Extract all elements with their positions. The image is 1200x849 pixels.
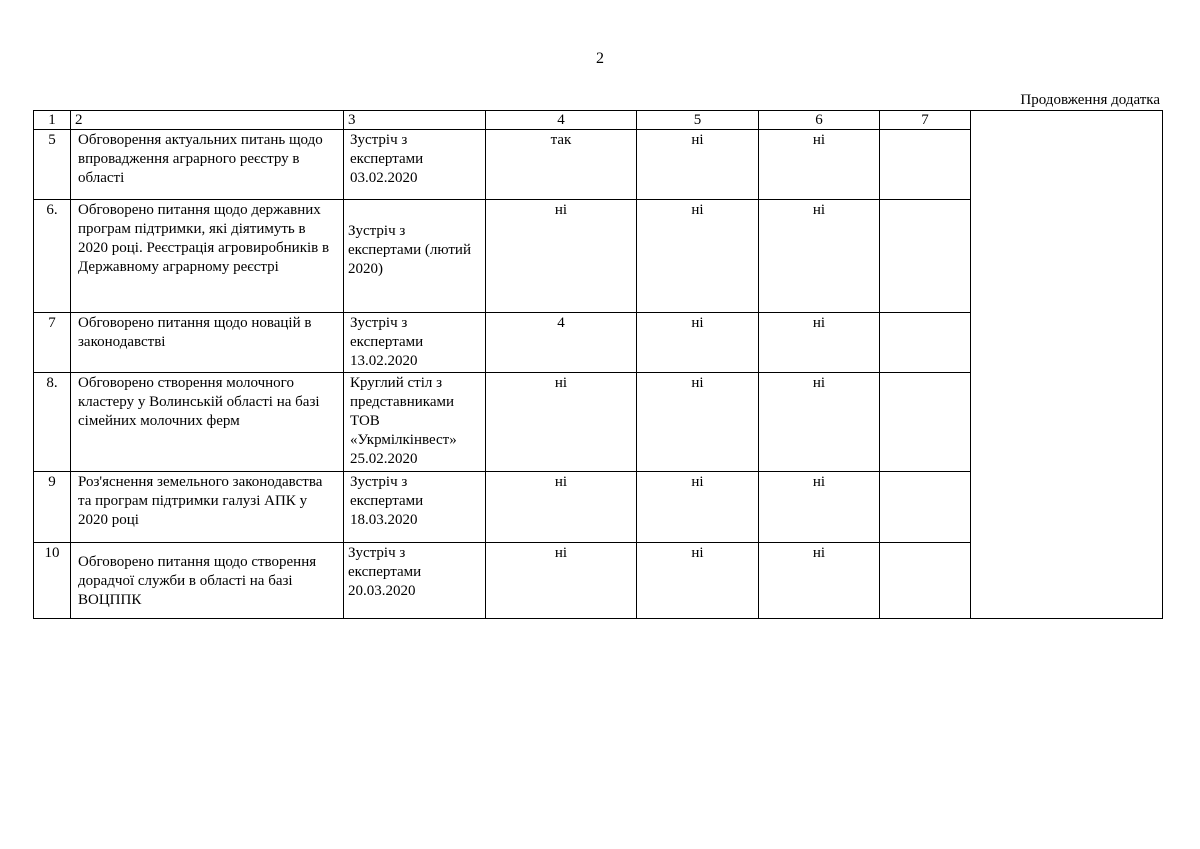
row-event: Зустріч з експертами 03.02.2020 <box>344 130 486 200</box>
row-col7 <box>880 373 971 472</box>
header-cell-7: 7 <box>880 111 971 130</box>
row-number: 8. <box>34 373 71 472</box>
row-number: 6. <box>34 200 71 313</box>
row-col7 <box>880 543 971 619</box>
row-number: 7 <box>34 313 71 373</box>
row-col5: ні <box>637 313 759 373</box>
row-col6: ні <box>759 373 880 472</box>
row-description: Обговорено питання щодо новацій в законодавстві <box>71 313 344 373</box>
header-cell-4: 4 <box>486 111 637 130</box>
row-description: Роз'яснення земельного законодавства та програм підтримки галузі АПК у 2020 році <box>71 472 344 543</box>
row-col5: ні <box>637 472 759 543</box>
row-number: 10 <box>34 543 71 619</box>
blank-column <box>971 111 1163 619</box>
row-col5: ні <box>637 373 759 472</box>
row-event: Круглий стіл з представниками ТОВ «Укрмілкінвест» 25.02.2020 <box>344 373 486 472</box>
row-event: Зустріч з експертами 20.03.2020 <box>344 543 486 619</box>
row-col4: так <box>486 130 637 200</box>
row-event: Зустріч з експертами (лютий 2020) <box>344 200 486 313</box>
row-col5: ні <box>637 543 759 619</box>
row-col4: 4 <box>486 313 637 373</box>
row-col5: ні <box>637 200 759 313</box>
row-col4: ні <box>486 472 637 543</box>
row-event: Зустріч з експертами 13.02.2020 <box>344 313 486 373</box>
row-col4: ні <box>486 200 637 313</box>
header-cell-1: 1 <box>34 111 71 130</box>
row-col6: ні <box>759 130 880 200</box>
row-col6: ні <box>759 313 880 373</box>
row-description: Обговорено питання щодо створення дорадчої служби в області на базі ВОЦППК <box>71 543 344 619</box>
table-header-row <box>34 111 1163 130</box>
header-cell-2: 2 <box>71 111 344 130</box>
row-description: Обговорено питання щодо державних програм підтримки, які діятимуть в 2020 році. Реєстрація агровиробників в Державному аграрному реєстрі <box>71 200 344 313</box>
continuation-label: Продовження додатка <box>1020 92 1160 108</box>
row-col7 <box>880 130 971 200</box>
header-cell-5: 5 <box>637 111 759 130</box>
row-col7 <box>880 472 971 543</box>
row-col4: ні <box>486 373 637 472</box>
row-col7 <box>880 200 971 313</box>
header-cell-6: 6 <box>759 111 880 130</box>
row-number: 9 <box>34 472 71 543</box>
row-col4: ні <box>486 543 637 619</box>
row-col6: ні <box>759 472 880 543</box>
row-number: 5 <box>34 130 71 200</box>
row-col6: ні <box>759 200 880 313</box>
row-col6: ні <box>759 543 880 619</box>
data-table <box>33 110 1163 619</box>
page-number: 2 <box>596 50 604 67</box>
row-col5: ні <box>637 130 759 200</box>
row-description: Обговорення актуальних питань щодо впровадження аграрного реєстру в області <box>71 130 344 200</box>
row-col7 <box>880 313 971 373</box>
row-event: Зустріч з експертами 18.03.2020 <box>344 472 486 543</box>
header-cell-3: 3 <box>344 111 486 130</box>
row-description: Обговорено створення молочного кластеру у Волинській області на базі сімейних молочних ферм <box>71 373 344 472</box>
